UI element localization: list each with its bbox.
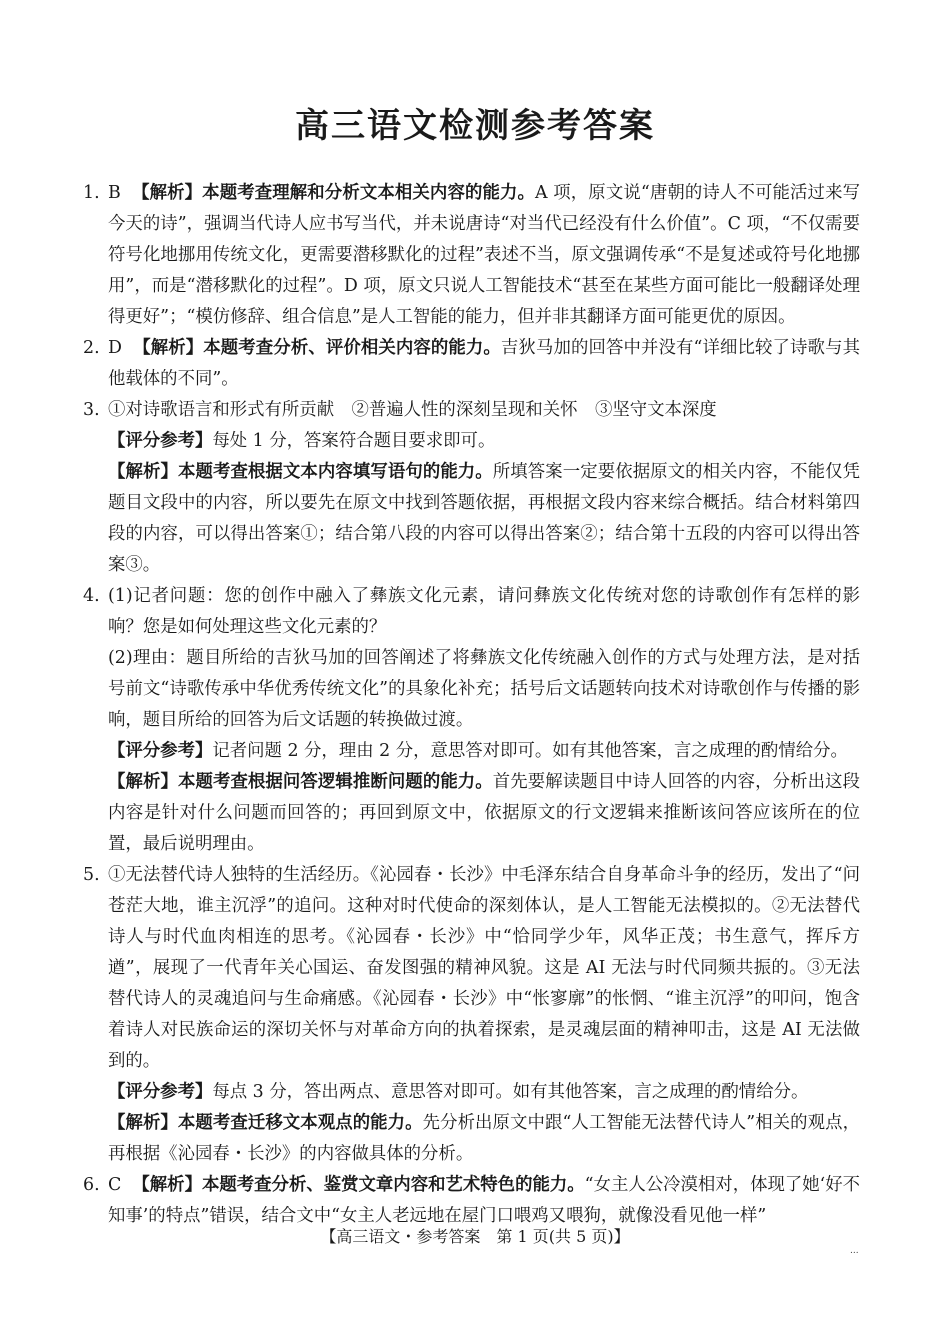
score-text: 每处 1 分，答案符合题目要求即可。 [212, 431, 496, 451]
page-footer: 【高三语文・参考答案 第 1 页(共 5 页)】 [320, 1227, 630, 1246]
analysis-text: 首先要解读题目中诗人回答的内容，分析出这段内容是针对什么问题而回答的；再回到原文中，依据原文的行文逻辑来推断该问答应该所在的位置，最后说明理由。 [108, 772, 860, 854]
answer-4-score [108, 736, 860, 767]
answer-4-part-2 [108, 643, 860, 736]
answers-body [83, 178, 860, 1232]
score-label: 【评分参考】 [108, 741, 213, 761]
answer-5-score [108, 1077, 860, 1108]
answer-6 [83, 1170, 860, 1232]
analysis-label: 【解析】 [108, 772, 178, 792]
analysis-text: 所填答案一定要依据原文的相关内容，不能仅凭题目文段中的内容，所以要先在原文中找到答题依据，再根据文段内容来综合概括。结合材料第四段的内容，可以得出答案①；结合第八段的内容可以得出答案②；结合第十五段的内容可以得出答案③。 [108, 462, 860, 575]
answer-main-text: ①无法替代诗人独特的生活经历。《沁园春・长沙》中毛泽东结合自身革命斗争的经历，发出了“问苍茫大地，谁主沉浮”的追问。这种对时代使命的深刻体认，是人工智能无法模拟的。②无法替代诗人与时代血肉相连的思考。《沁园春・长沙》中“恰同学少年，风华正茂；书生意气，挥斥方遒”，展现了一代青年关心国运、奋发图强的精神风貌。这是 AI 无法与时代同频共振的。③无法替代诗人的灵魂追问与生命痛感。《沁园春・长沙》中“怅寥廓”的怅惘、“谁主沉浮”的叩问，饱含着诗人对民族命运的深切关怀与对革命方向的执着探索，是灵魂层面的精神叩击，这是 AI 无法做到的。 [108, 865, 860, 1071]
answer-3-score [108, 426, 860, 457]
score-text: 每点 3 分，答出两点、意思答对即可。如有其他答案，言之成理的酌情给分。 [212, 1082, 809, 1102]
analysis-focus: 本题考查根据问答逻辑推断问题的能力。 [177, 772, 493, 792]
analysis-label: 【解析】 [132, 183, 203, 203]
score-label: 【评分参考】 [108, 1082, 213, 1102]
score-text: 记者问题 2 分，理由 2 分，意思答对即可。如有其他答案，言之成理的酌情给分。 [212, 741, 848, 761]
answer-number: 4. [83, 586, 100, 606]
answer-4 [83, 581, 860, 643]
analysis-label: 【解析】 [132, 1175, 202, 1195]
page-title: 高三语文检测参考答案 [295, 106, 655, 146]
answer-5 [83, 860, 860, 1077]
answer-1 [83, 178, 860, 333]
answer-choice: D [108, 338, 122, 358]
analysis-text: “女主人公冷漠相对，体现了她‘好不知事’的特点”错误，结合文中“女主人老远地在屋门口喂鸡又喂狗，就像没看见他一样” [108, 1175, 860, 1226]
answer-2 [83, 333, 860, 395]
answer-part-1: (1)记者问题：您的创作中融入了彝族文化元素，请问彝族文化传统对您的诗歌创作有怎样的影响？您是如何处理这些文化元素的？ [108, 586, 860, 637]
analysis-focus: 本题考查迁移文本观点的能力。 [177, 1113, 423, 1133]
answer-5-analysis [108, 1108, 860, 1170]
analysis-label: 【解析】 [133, 338, 204, 358]
analysis-focus: 本题考查分析、鉴赏文章内容和艺术特色的能力。 [201, 1175, 585, 1195]
answer-line: ①对诗歌语言和形式有所贡献 ②普遍人性的深刻呈现和关怀 ③坚守文本深度 [108, 400, 717, 420]
analysis-focus: 本题考查理解和分析文本相关内容的能力。 [202, 183, 536, 203]
analysis-text: 先分析出原文中跟“人工智能无法替代诗人”相关的观点，再根据《沁园春・长沙》的内容做具体的分析。 [108, 1113, 860, 1164]
analysis-label: 【解析】 [108, 1113, 178, 1133]
answer-choice: C [108, 1175, 122, 1195]
analysis-focus: 本题考查根据文本内容填写语句的能力。 [177, 462, 493, 482]
score-label: 【评分参考】 [108, 431, 213, 451]
answer-part-2: (2)理由：题目所给的吉狄马加的回答阐述了将彝族文化传统融入创作的方式与处理方法，是对括号前文“诗歌传承中华优秀传统文化”的具象化补充；括号后文话题转向技术对诗歌创作与传播的影响，题目所给的回答为后文话题的转换做过渡。 [108, 648, 860, 730]
answer-3 [83, 395, 860, 426]
answer-number: 1. [83, 183, 100, 203]
answer-3-analysis [108, 457, 860, 581]
answer-number: 5. [83, 865, 100, 885]
answer-number: 6. [83, 1175, 100, 1195]
answer-number: 3. [83, 400, 100, 420]
answer-choice: B [108, 183, 121, 203]
analysis-label: 【解析】 [108, 462, 178, 482]
analysis-focus: 本题考查分析、评价相关内容的能力。 [203, 338, 501, 358]
analysis-text: 吉狄马加的回答中并没有“详细比较了诗歌与其他载体的不同”。 [108, 338, 860, 389]
answer-4-analysis [108, 767, 860, 860]
analysis-text: A 项，原文说“唐朝的诗人不可能活过来写今天的诗”，强调当代诗人应书写当代，并未说唐诗“对当代已经没有什么价值”。C 项，“不仅需要符号化地挪用传统文化，更需要潜移默化的过程”表述不当，原文强调传承“不是复述或符号化地挪用”，而是“潜移默化的过程”。D 项，原文只说人工智能技术“甚至在某些方面可能比一般翻译处理得更好”；“模仿修辞、组合信息”是人工智能的能力，但并非其翻译方面可能更优的原因。 [108, 183, 860, 327]
answer-number: 2. [83, 338, 100, 358]
corner-mark: ... [850, 1246, 859, 1256]
